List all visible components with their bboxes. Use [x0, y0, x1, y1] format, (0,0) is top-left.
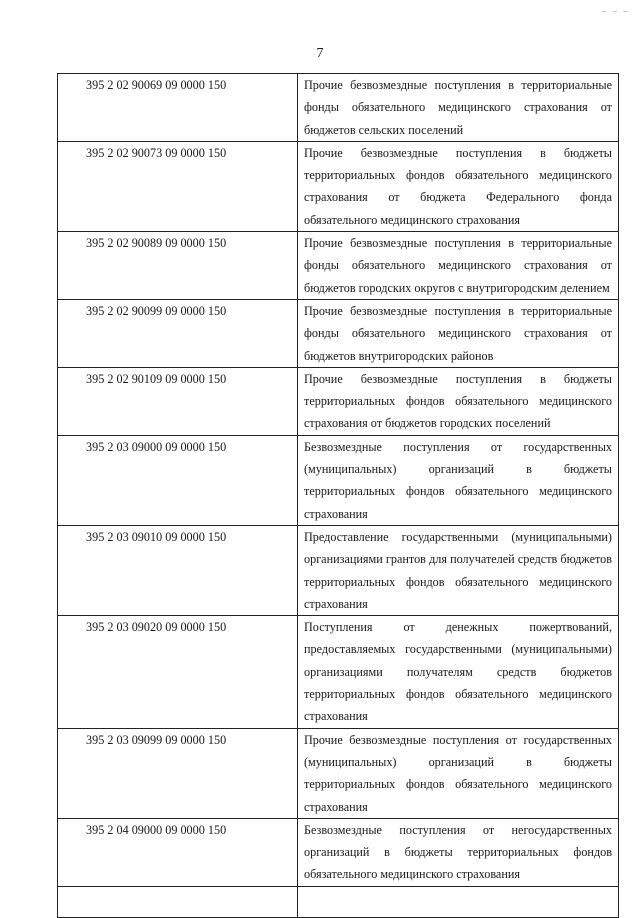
- table-row: [58, 299, 619, 367]
- description-cell: Безвозмездные поступления от государственных (муниципальных) организаций в бюджеты территориальных фондов обязательного медицинского страхования: [298, 435, 619, 525]
- code-cell: 395 2 03 09010 09 0000 150: [58, 525, 298, 615]
- code-cell: 395 2 03 09000 09 0000 150: [58, 435, 298, 525]
- description-cell: Прочие безвозмездные поступления в территориальные фонды обязательного медицинского страхования от бюджетов внутригородских районов: [298, 299, 619, 367]
- table-body: [58, 74, 619, 918]
- code-cell: 395 2 02 90109 09 0000 150: [58, 367, 298, 435]
- code-cell: 395 2 04 09000 09 0000 150: [58, 818, 298, 886]
- description-cell: Поступления от денежных пожертвований, предоставляемых государственными (муниципальными) организациями получателям средств бюджетов территориальных фондов обязательного медицинского страхования: [298, 616, 619, 728]
- table-row: [58, 616, 619, 728]
- code-cell-blank: [58, 886, 298, 917]
- page-number: 7: [316, 46, 324, 61]
- description-cell: Безвозмездные поступления от негосударственных организаций в бюджеты территориальных фондов обязательного медицинского страхования: [298, 818, 619, 886]
- description-cell: Предоставление государственными (муниципальными) организациями грантов для получателей средств бюджетов территориальных фондов обязательного медицинского страхования: [298, 525, 619, 615]
- code-cell: 395 2 03 09099 09 0000 150: [58, 728, 298, 818]
- table-row: [58, 141, 619, 231]
- code-cell: 395 2 03 09020 09 0000 150: [58, 616, 298, 728]
- code-cell: 395 2 02 90073 09 0000 150: [58, 141, 298, 231]
- description-cell: Прочие безвозмездные поступления от государственных (муниципальных) организаций в бюджеты территориальных фондов обязательного медицинского страхования: [298, 728, 619, 818]
- code-cell: 395 2 02 90099 09 0000 150: [58, 299, 298, 367]
- description-cell: Прочие безвозмездные поступления в бюджеты территориальных фондов обязательного медицинского страхования от бюджетов городских поселений: [298, 367, 619, 435]
- table-row: [58, 367, 619, 435]
- code-cell: 395 2 02 90069 09 0000 150: [58, 74, 298, 142]
- code-cell: 395 2 02 90089 09 0000 150: [58, 232, 298, 300]
- table-row: [58, 728, 619, 818]
- table-row: [58, 232, 619, 300]
- description-cell: Прочие безвозмездные поступления в бюджеты территориальных фондов обязательного медицинского страхования от бюджета Федерального фонда обязательного медицинского страхования: [298, 141, 619, 231]
- description-cell-blank: [298, 886, 619, 917]
- table-row: [58, 74, 619, 142]
- table-row: [58, 435, 619, 525]
- description-cell: Прочие безвозмездные поступления в территориальные фонды обязательного медицинского страхования от бюджетов городских округов с внутригородским делением: [298, 232, 619, 300]
- budget-classification-table: [57, 73, 619, 918]
- description-cell: Прочие безвозмездные поступления в территориальные фонды обязательного медицинского страхования от бюджетов сельских поселений: [298, 74, 619, 142]
- table-row: [58, 818, 619, 886]
- corner-mark: – – –: [602, 6, 630, 16]
- table-row-blank: [58, 886, 619, 917]
- table-row: [58, 525, 619, 615]
